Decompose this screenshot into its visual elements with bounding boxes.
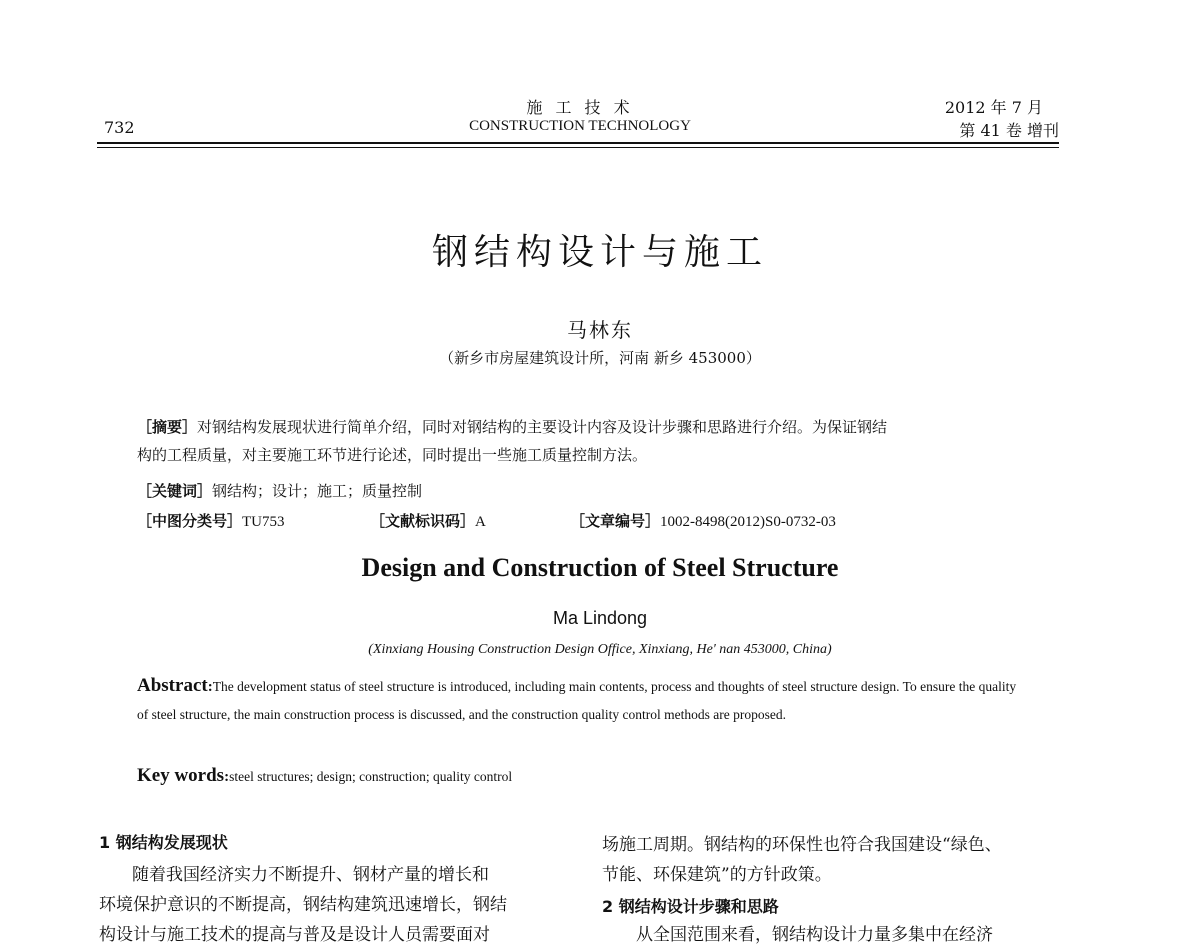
paper-title: 钢结构设计与施工 bbox=[431, 232, 768, 273]
abstract-cn-cont bbox=[137, 441, 647, 469]
document-code bbox=[370, 507, 486, 536]
section-2-heading: 2 钢结构设计步骤和思路 bbox=[602, 897, 779, 916]
body-right-line-2: 节能、环保建筑”的方针政策。 bbox=[602, 865, 832, 885]
doc-code-label: ［文献标识码］ bbox=[370, 512, 476, 530]
journal-name-cn: 施 工 技 术 bbox=[526, 98, 634, 117]
clc-value: TU753 bbox=[242, 514, 285, 530]
english-affiliation: (Xinxiang Housing Construction Design Office, Xinxiang, He' nan 453000, China) bbox=[368, 642, 832, 657]
body-left-line-3: 构设计与施工技术的提高与普及是设计人员需要面对 bbox=[99, 925, 490, 945]
english-abstract: Abstract:The development status of steel structure is introduced, including main contents, process and thoughts of steel structure design. To ensure the quality of steel structure, the main construction process is discussed, and the construction quality control methods are proposed. bbox=[137, 675, 1017, 722]
doc-code-value: A bbox=[475, 514, 486, 530]
english-abstract-text: The development status of steel structure is introduced, including main contents, process and thoughts of steel structure design. To ensure the quality of steel structure, the main construction process is discussed, and the construction quality control methods are proposed. bbox=[137, 679, 1017, 722]
english-title: Design and Construction of Steel Structure bbox=[361, 553, 839, 582]
abstract-cn bbox=[137, 413, 887, 441]
clc-number bbox=[137, 507, 285, 536]
body-left-line-2: 环境保护意识的不断提高，钢结构建筑迅速增长，钢结 bbox=[99, 895, 507, 915]
body-right-line-1: 场施工周期。钢结构的环保性也符合我国建设“绿色、 bbox=[602, 835, 1002, 855]
english-keywords-text: steel structures; design; construction; quality control bbox=[229, 769, 513, 784]
clc-label: ［中图分类号］ bbox=[137, 512, 243, 530]
body-left-line-1: 随着我国经济实力不断提升、钢材产量的增长和 bbox=[132, 865, 489, 885]
article-no-value: 1002-8498(2012)S0-0732-03 bbox=[660, 514, 836, 530]
english-author: Ma Lindong bbox=[552, 608, 648, 628]
author-affiliation: （新乡市房屋建筑设计所，河南 新乡 453000） bbox=[439, 349, 761, 367]
abstract-line-1: 对钢结构发展现状进行简单介绍，同时对钢结构的主要设计内容及设计步骤和思路进行介绍。为保证钢结 bbox=[197, 418, 888, 436]
keywords-label: ［关键词］ bbox=[137, 482, 213, 500]
abstract-label: ［摘要］ bbox=[137, 418, 198, 436]
issue-volume: 第 41 卷 增刊 bbox=[959, 121, 1059, 140]
page-number: 732 bbox=[104, 118, 135, 137]
english-abstract-label: Abstract bbox=[137, 675, 208, 696]
author-name: 马林东 bbox=[567, 318, 633, 342]
english-keywords-label: Key words bbox=[137, 765, 225, 786]
english-keywords: Key words:steel structures; design; construction; quality control bbox=[137, 765, 513, 786]
issue-date: 2012 年 7 月 bbox=[944, 98, 1043, 117]
abstract-line-2: 构的工程质量，对主要施工环节进行论述，同时提出一些施工质量控制方法。 bbox=[137, 446, 648, 464]
keywords-cn bbox=[137, 477, 422, 505]
article-number bbox=[570, 507, 836, 536]
article-no-label: ［文章编号］ bbox=[570, 512, 661, 530]
keywords-text: 钢结构；设计；施工；质量控制 bbox=[212, 482, 423, 500]
header-rule-thick bbox=[97, 142, 1059, 144]
section-1-heading: 1 钢结构发展现状 bbox=[99, 833, 228, 852]
journal-name-en: CONSTRUCTION TECHNOLOGY bbox=[469, 118, 691, 134]
header-rule-thin bbox=[97, 147, 1059, 148]
body-right-line-3: 从全国范围来看，钢结构设计力量多集中在经济 bbox=[636, 925, 993, 945]
